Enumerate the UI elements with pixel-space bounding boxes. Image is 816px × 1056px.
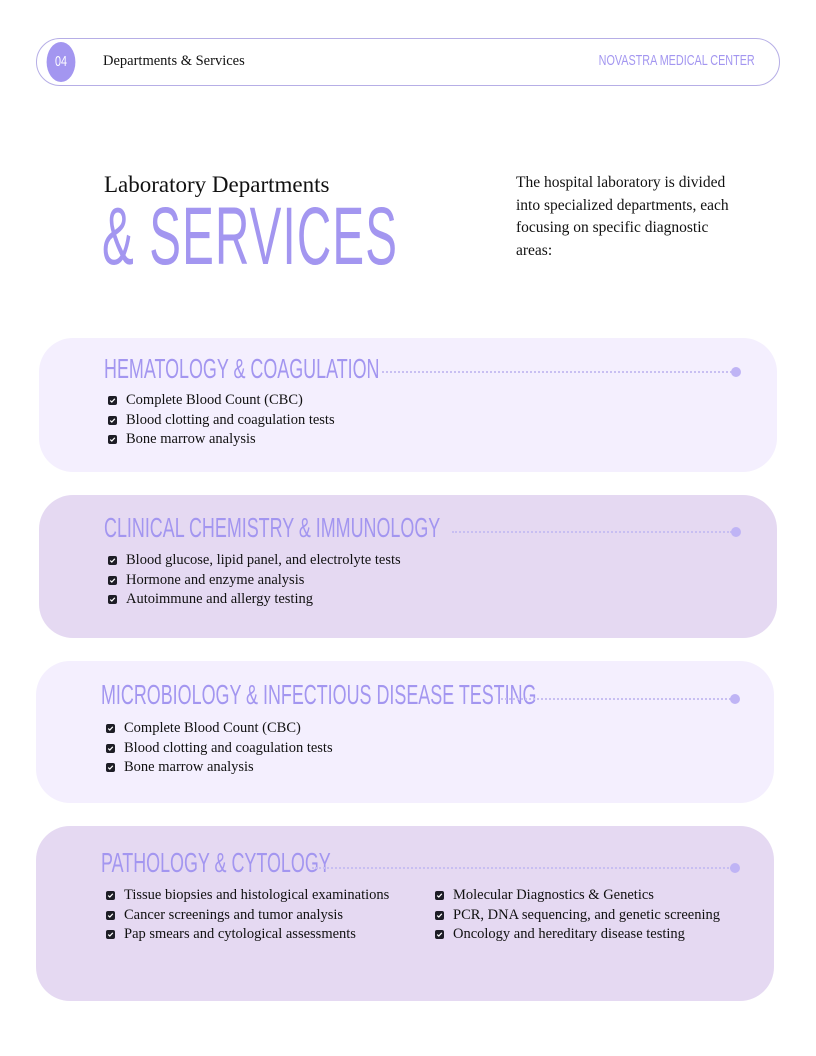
dotted-divider <box>452 531 732 533</box>
dotted-divider <box>312 867 732 869</box>
checkbox-icon <box>106 744 115 753</box>
checkbox-icon <box>108 416 117 425</box>
department-items <box>108 391 335 450</box>
list-item: Complete Blood Count (CBC) <box>106 719 333 739</box>
checkbox-icon <box>108 556 117 565</box>
department-card-clinical-chemistry <box>39 495 777 638</box>
list-item: Bone marrow analysis <box>106 758 333 778</box>
divider-end-dot <box>731 527 741 537</box>
checkbox-icon <box>106 891 115 900</box>
list-item: Blood clotting and coagulation tests <box>108 411 335 431</box>
department-items <box>106 719 333 778</box>
department-card-pathology <box>36 826 774 1001</box>
intro-paragraph: The hospital laboratory is divided into specialized departments, each focusing on specific diagnostic areas: <box>516 174 729 259</box>
department-card-hematology <box>39 338 777 472</box>
department-title: MICROBIOLOGY & INFECTIOUS DISEASE TESTING <box>101 679 537 710</box>
divider-end-dot <box>731 367 741 377</box>
dotted-divider <box>501 698 731 700</box>
page-number-badge: 04 <box>47 42 76 82</box>
hero-title: & SERVICES <box>102 191 399 282</box>
checkbox-icon <box>108 576 117 585</box>
checkbox-icon <box>108 396 117 405</box>
checkbox-icon <box>435 911 444 920</box>
checkbox-icon <box>108 595 117 604</box>
divider-end-dot <box>730 863 740 873</box>
checkbox-icon <box>435 891 444 900</box>
checkbox-icon <box>106 930 115 939</box>
dotted-divider <box>382 371 732 373</box>
hero-subtitle: Laboratory Departments <box>104 172 330 197</box>
checkbox-icon <box>106 724 115 733</box>
list-item: Hormone and enzyme analysis <box>108 571 401 591</box>
list-item: Tissue biopsies and histological examinations <box>106 886 416 906</box>
divider-end-dot <box>730 694 740 704</box>
page-header <box>36 38 780 86</box>
list-item: Oncology and hereditary disease testing <box>435 925 745 945</box>
department-items-left <box>106 886 416 945</box>
checkbox-icon <box>435 930 444 939</box>
department-card-microbiology <box>36 661 774 803</box>
list-item: Cancer screenings and tumor analysis <box>106 906 416 926</box>
list-item: Pap smears and cytological assessments <box>106 925 416 945</box>
department-title: PATHOLOGY & CYTOLOGY <box>101 847 331 878</box>
section-title: Departments & Services <box>103 53 245 69</box>
department-items <box>108 551 401 610</box>
checkbox-icon <box>106 763 115 772</box>
list-item: Blood glucose, lipid panel, and electrolyte tests <box>108 551 401 571</box>
checkbox-icon <box>108 435 117 444</box>
brand-name: NOVASTRA MEDICAL CENTER <box>598 52 755 69</box>
list-item: Complete Blood Count (CBC) <box>108 391 335 411</box>
list-item: Bone marrow analysis <box>108 430 335 450</box>
checkbox-icon <box>106 911 115 920</box>
list-item: Blood clotting and coagulation tests <box>106 739 333 759</box>
list-item: Molecular Diagnostics & Genetics <box>435 886 745 906</box>
department-title: CLINICAL CHEMISTRY & IMMUNOLOGY <box>104 512 441 543</box>
list-item: PCR, DNA sequencing, and genetic screening <box>435 906 745 926</box>
department-items-right <box>435 886 745 945</box>
list-item: Autoimmune and allergy testing <box>108 590 401 610</box>
department-title: HEMATOLOGY & COAGULATION <box>104 353 380 384</box>
